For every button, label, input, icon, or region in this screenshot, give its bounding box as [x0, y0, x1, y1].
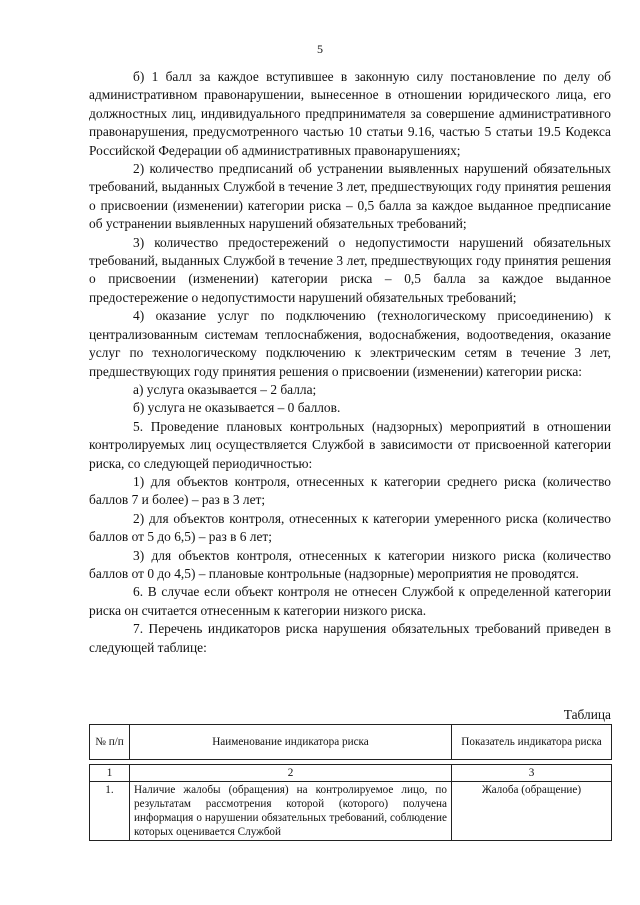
paragraph-2: 2) количество предписаний об устранении выявленных нарушений обязательных требований, выданных Службой в течение 3 лет, предшествующих году принятия решения о присвоении (изменении) категории риска – 0,5 балла за каждое выданное предписание об устранении выявленных нарушений обязательных требований;	[89, 161, 611, 232]
paragraph-7: 7. Перечень индикаторов риска нарушения обязательных требований приведен в следующей таблице:	[89, 621, 611, 655]
table-header-row	[90, 725, 612, 760]
risk-indicators-table-header	[89, 724, 612, 760]
paragraph-5-3: 3) для объектов контроля, отнесенных к категории низкого риска (количество баллов от 0 до 4,5) – плановые контрольные (надзорные) мероприятия не проводятся.	[89, 547, 611, 581]
paragraph-3: 3) количество предостережений о недопустимости нарушений обязательных требований, выданных Службой в течение 3 лет, предшествующих году принятия решения о присвоении (изменении) категории риска – 0,5 балла за каждое выданное предостережение о недопустимости нарушений обязательных требований;	[89, 234, 611, 305]
page-number: 5	[317, 42, 323, 56]
column-number-2: 2	[130, 765, 452, 782]
paragraph-6: 6. В случае если объект контроля не отнесен Службой к определенной категории риска он считается отнесенным к категории низкого риска.	[89, 584, 611, 618]
row-indicator-name: Наличие жалобы (обращения) на контролируемое лицо, по результатам рассмотрения которой (которого) получена информация о нарушении обязательных требований, соблюдение которых оценивается Службой	[130, 782, 452, 841]
row-indicator-value: Жалоба (обращение)	[452, 782, 612, 841]
header-indicator-name: Наименование индикатора риска	[130, 725, 452, 760]
paragraph-5-2: 2) для объектов контроля, отнесенных к категории умеренного риска (количество баллов от 5 до 6,5) – раз в 6 лет;	[89, 510, 611, 545]
paragraph-4: 4) оказание услуг по подключению (технологическому присоединению) к централизованным системам теплоснабжения, водоснабжения, водоотведения, оказание услуг по технологическому подключению к электрическим сетям в течение 3 лет, предшествующих году принятия решения о присвоении (изменении) категории риска:	[89, 308, 611, 379]
table-caption: Таблица	[563, 707, 611, 722]
paragraph-4b: б) услуга не оказывается – 0 баллов.	[133, 400, 341, 416]
table-column-numbers-row	[90, 765, 612, 782]
column-number-1: 1	[90, 765, 130, 782]
header-indicator-value: Показатель индикатора риска	[452, 725, 612, 760]
document-body	[89, 68, 611, 657]
paragraph-5: 5. Проведение плановых контрольных (надзорных) мероприятий в отношении контролируемых лиц осуществляется Службой в зависимости от присвоенной категории риска, со следующей периодичностью:	[89, 418, 611, 471]
header-number: № п/п	[90, 725, 130, 760]
paragraph-4a: а) услуга оказывается – 2 балла;	[133, 381, 317, 397]
paragraph-5-1: 1) для объектов контроля, отнесенных к категории среднего риска (количество баллов 7 и более) – раз в 3 лет;	[89, 473, 611, 508]
table-row	[90, 782, 612, 841]
paragraph-1b: б) 1 балл за каждое вступившее в законную силу постановление по делу об административном правонарушении, вынесенное в отношении юридического лица, его должностных лиц, индивидуального предпринимателя за совершение административного правонарушения, предусмотренного частью 10 статьи 9.16, частью 5 статьи 19.5 Кодекса Российской Федерации об административных правонарушениях;	[89, 69, 611, 158]
column-number-3: 3	[452, 765, 612, 782]
row-number: 1.	[90, 782, 130, 841]
risk-indicators-table	[89, 764, 612, 841]
